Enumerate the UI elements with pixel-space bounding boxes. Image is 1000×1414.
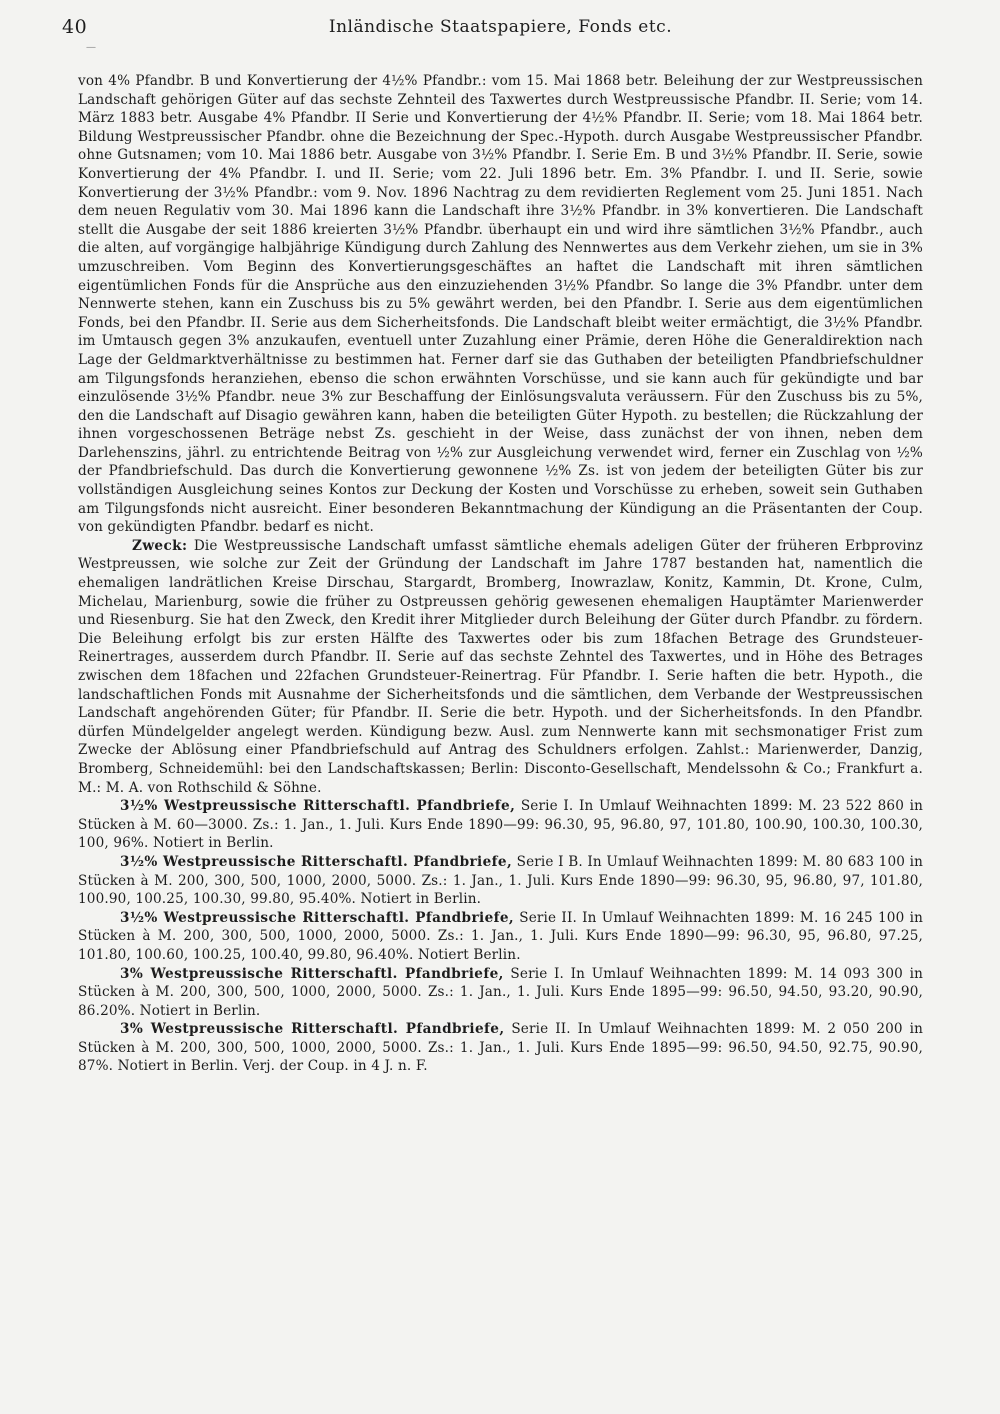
entry-text: Serie I. In Umlauf Weihnachten 1899: M. 14 093 300 in Stücken à M. 200, 300, 500, 1000, 2000, 5000. Zs.: 1. Jan., 1. Juli. Kurs Ende 1895—99: 96.50, 94.50, 93.20, 90.90, 86.20%. Notiert in Berlin. <box>78 965 923 1019</box>
page-number: 40 <box>62 16 88 38</box>
running-title: Inländische Staatspapiere, Fonds etc. <box>328 17 673 37</box>
page-header <box>62 12 923 53</box>
entry-rate: 3% <box>120 965 144 982</box>
pfandbrief-entry <box>78 965 923 1021</box>
entry-text: Serie II. In Umlauf Weihnachten 1899: M. 2 050 200 in Stücken à M. 200, 300, 500, 1000, 2000, 5000. Zs.: 1. Jan., 1. Juli. Kurs Ende 1895—99: 96.50, 94.50, 92.75, 90.90, 87%. Notiert in Berlin. Verj. der Coup. in 4 J. n. F. <box>78 1021 923 1075</box>
pfandbrief-entry <box>78 797 923 853</box>
entry-rate: 3½% <box>120 909 158 926</box>
entry-title: Westpreussische Ritterschaftl. Pfandbriefe, <box>157 853 513 870</box>
body-text <box>78 72 923 1076</box>
zweck-paragraph <box>78 537 923 797</box>
entry-title: Westpreussische Ritterschaftl. Pfandbriefe, <box>157 909 515 926</box>
pfandbrief-entry <box>78 909 923 965</box>
pfandbrief-entry <box>78 1020 923 1076</box>
entry-title: Westpreussische Ritterschaftl. Pfandbriefe, <box>157 798 516 815</box>
entry-text: Serie I B. In Umlauf Weihnachten 1899: M. 80 683 100 in Stücken à M. 200, 300, 500, 1000, 2000, 5000. Zs.: 1. Jan., 1. Juli. Kurs Ende 1890—99: 96.30, 95, 96.80, 97, 101.80, 100.90, 100.25, 100.30, 99.80, 95.40%. Notiert in Berlin. <box>78 853 923 908</box>
pfandbrief-entry <box>78 853 923 909</box>
zweck-label: Zweck: <box>132 537 188 554</box>
entry-title: Westpreussische Ritterschaftl. Pfandbriefe, <box>143 1021 505 1038</box>
continuation-paragraph: von 4% Pfandbr. B und Konvertierung der 4½% Pfandbr.: vom 15. Mai 1868 betr. Beleihung der zur Westpreussischen Landschaft gehörigen Güter auf das sechste Zehnteil des Taxwertes durch Westpreussische Pfandbr. II. Serie; vom 14. März 1883 betr. Ausgabe 4% Pfandbr. II Serie und Konvertierung der 4½% Pfandbr. II. Serie; vom 18. Mai 1864 betr. Bildung Westpreussischer Pfandbr. ohne die Bezeichnung der Spec.-Hypoth. durch Ausgabe Westpreussischer Pfandbr. ohne Gutsnamen; vom 10. Mai 1886 betr. Ausgabe von 3½% Pfandbr. I. Serie Em. B und 3½% Pfandbr. II. Serie, sowie Konvertierung der 4% Pfandbr. I. und II. Serie; vom 22. Juli 1896 betr. Em. 3% Pfandbr. I. und II. Serie, sowie Konvertierung der 3½% Pfandbr.: vom 9. Nov. 1896 Nachtrag zu dem revidierten Reglement vom 25. Juni 1851. Nach dem neuen Regulativ vom 30. Mai 1896 kann die Landschaft ihre 3½% Pfandbr. in 3% konvertieren. Die Landschaft stellt die Ausgabe der seit 1886 kreierten 3½% Pfandbr. überhaupt ein und wird ihre sämtlichen 3½% Pfandbr., auch die alten, auf vorgängige halbjährige Kündigung durch Zahlung des Nennwertes aus dem Verkehr ziehen, um sie in 3% umzuschreiben. Vom Beginn des Konvertierungsgeschäftes an haftet die Landschaft mit ihren sämtlichen eigentümlichen Fonds für die Ansprüche aus den einzuziehenden 3½% Pfandbr. So lange die 3% Pfandbr. unter dem Nennwerte stehen, kann ein Zuschuss bis zu 5% gewährt werden, bei den Pfandbr. I. Serie aus dem eigentümlichen Fonds, bei den Pfandbr. II. Serie aus dem Sicherheitsfonds. Die Landschaft bleibt weiter ermächtigt, die 3½% Pfandbr. im Umtausch gegen 3% anzukaufen, eventuell unter Zuzahlung einer Prämie, deren Höhe die Generaldirektion nach Lage der Geldmarktverhältnisse zu bestimmen hat. Ferner darf sie das Guthaben der beteiligten Pfandbriefschuldner am Tilgungsfonds heranziehen, ebenso die schon erwähnten Vorschüsse, und sie kann auch für gekündigte und bar einzulösende 3½% Pfandbr. neue 3% zur Beschaffung der Einlösungsvaluta veräussern. Für den Zuschuss bis zu 5%, den die Landschaft auf Disagio gewähren kann, haben die beteiligten Güter Hypoth. zu bestellen; die Rückzahlung der ihnen vorgeschossenen Beträge nebst Zs. geschieht in der Weise, dass zunächst der von ihnen, neben dem Darlehenszins, jährl. zu entrichtende Beitrag von ½% zur Ausgleichung verwendet wird, ferner ein Zuschlag von ½% der Pfandbriefschuld. Das durch die Konvertierung gewonnene ½% Zs. ist von jedem der beteiligten Güter bis zur vollständigen Ausgleichung seines Kontos zur Deckung der Kosten und Vorschüsse zu erheben, soweit sein Guthaben am Tilgungsfonds nicht ausreicht. Einer besonderen Bekanntmachung der Kündigung an die Präsentanten der Coup. von gekündigten Pfandbr. bedarf es nicht. <box>78 73 923 536</box>
entry-rate: 3½% <box>120 853 158 870</box>
entry-title: Westpreussische Ritterschaftl. Pfandbriefe, <box>143 965 504 982</box>
entry-text: Serie I. In Umlauf Weihnachten 1899: M. 23 522 860 in Stücken à M. 60—3000. Zs.: 1. Jan., 1. Juli. Kurs Ende 1890—99: 96.30, 95, 96.80, 97, 101.80, 100.90, 100.30, 100.30, 100, 96%. Notiert in Berlin. <box>78 798 923 852</box>
entry-text: Serie II. In Umlauf Weihnachten 1899: M. 16 245 100 in Stücken à M. 200, 300, 500, 1000, 2000, 5000. Zs.: 1. Jan., 1. Juli. Kurs Ende 1890—99: 96.30, 95, 96.80, 97.25, 101.80, 100.60, 100.25, 100.40, 99.80, 96.40%. Notiert Berlin. <box>78 909 923 963</box>
zweck-text: Die Westpreussische Landschaft umfasst sämtliche ehemals adeligen Güter der früheren Erbprovinz Westpreussen, wie solche zur Zeit der Gründung der Landschaft im Jahre 1787 bestanden hat, namentlich die ehemaligen landrätlichen Kreise Dirschau, Stargardt, Bromberg, Inowrazlaw, Konitz, Kammin, Dt. Krone, Culm, Michelau, Marienburg, sowie die früher zu Ostpreussen gehörig gewesenen ehemaligen Hauptämter Marienwerder und Riesenburg. Sie hat den Zweck, den Kredit ihrer Mitglieder durch Beleihung der Güter durch Pfandbr. zu fördern. Die Beleihung erfolgt bis zur ersten Hälfte des Taxwertes oder bis zum 18fachen Betrage des Grundsteuer-Reinertrages, ausserdem durch Pfandbr. II. Serie auf das sechste Zehntel des Taxwertes, und in Höhe des Betrages zwischen dem 18fachen und 22fachen Grundsteuer-Reinertrag. Für Pfandbr. I. Serie haften die betr. Hypoth., die landschaftlichen Fonds mit Ausnahme der Sicherheitsfonds und die sämtlichen, dem Verbande der Westpreussischen Landschaft angehörenden Güter; für Pfandbr. II. Serie die betr. Hypoth. und der Sicherheitsfonds. In den Pfandbr. dürfen Mündelgelder angelegt werden. Kündigung bezw. Ausl. zum Nennwerte kann mit sechsmonatiger Frist zum Zwecke der Ablösung einer Pfandbriefschuld auf Antrag des Schuldners erfolgen. Zahlst.: Marienwerder, Danzig, Bromberg, Schneidemühl: bei den Landschaftskassen; Berlin: Disconto-Gesellschaft, Mendelssohn & Co.; Frankfurt a. M.: M. A. von Rothschild & Söhne. <box>78 537 923 796</box>
entry-rate: 3% <box>120 1021 144 1038</box>
entry-rate: 3½% <box>120 798 158 815</box>
header-mark: — <box>86 42 97 53</box>
